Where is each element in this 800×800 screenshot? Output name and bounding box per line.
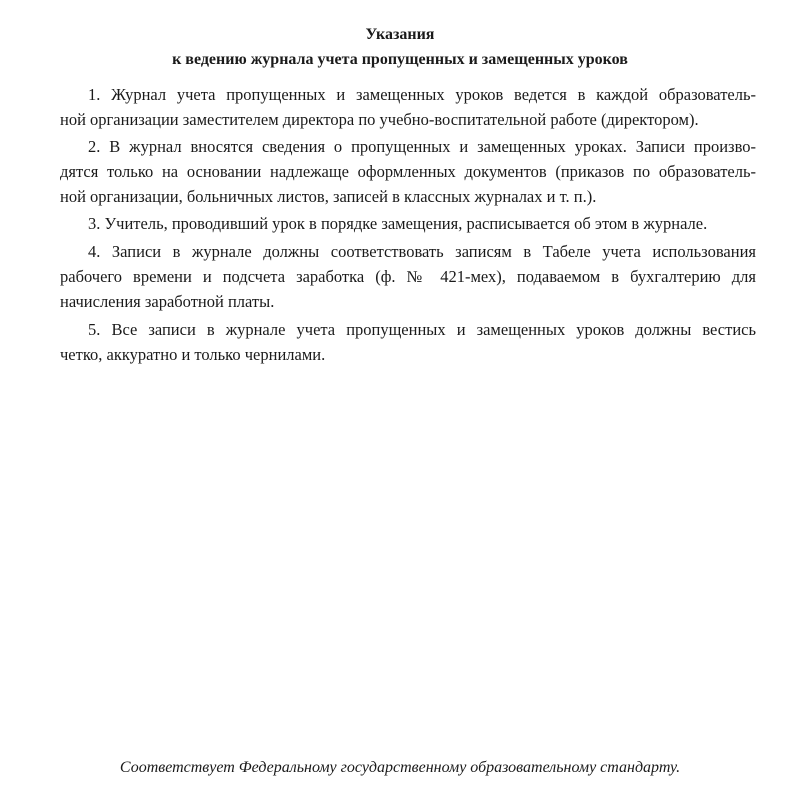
paragraph-line: ной организации заместителем директора по учебно-воспитательной работе (директором). [60,110,699,129]
paragraph-line: четко, аккуратно и только чернилами. [60,345,326,364]
paragraph-line: 2. В журнал вносятся сведения о пропущенных и замещенных уроках. Записи произво- [88,137,756,156]
instruction-paragraph-5 [32,317,756,367]
paragraph-line: 3. Учитель, проводивший урок в порядке замещения, расписывается об этом в журнале. [88,214,708,233]
paragraph-line: 4. Записи в журнале должны соответствовать записям в Табеле учета использования [88,242,756,261]
paragraph-line: дятся только на основании надлежаще оформленных документов (приказов по образователь- [60,162,756,181]
paragraph-line: начисления заработной платы. [60,292,275,311]
paragraph-line: ной организации, больничных листов, записей в классных журналах и т. п.). [60,187,597,206]
instruction-paragraph-3 [32,211,756,236]
standard-compliance-note: Соответствует Федеральному государственному образовательному стандарту. [119,759,681,776]
paragraph-line: 5. Все записи в журнале учета пропущенных и замещенных уроков должны вестись [88,320,756,339]
paragraph-line: 1. Журнал учета пропущенных и замещенных уроков ведется в каждой образователь- [88,85,756,104]
document-title: Указания [365,26,435,43]
instruction-paragraph-4 [32,239,756,314]
document-subtitle: к ведению журнала учета пропущенных и замещенных уроков [172,51,628,68]
instruction-paragraph-2 [32,134,756,209]
instruction-paragraph-1 [32,82,756,132]
paragraph-line: рабочего времени и подсчета заработка (ф. № 421-мех), подаваемом в бухгалтерию для [60,267,756,286]
